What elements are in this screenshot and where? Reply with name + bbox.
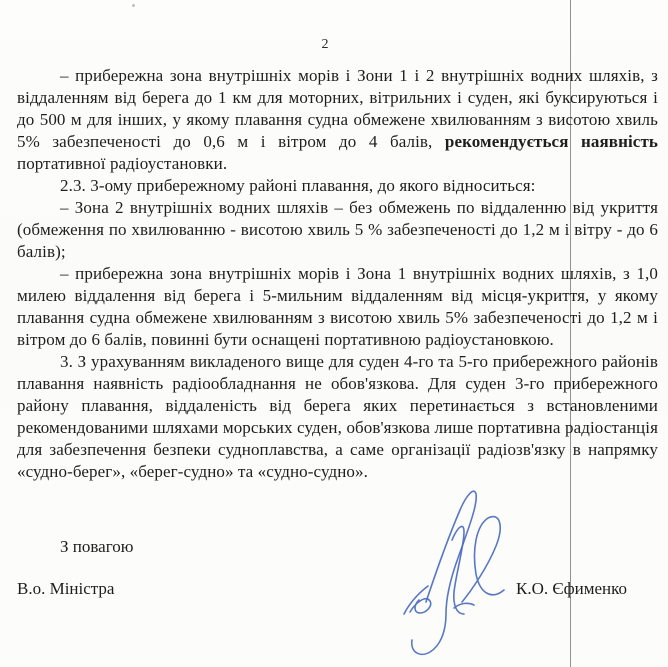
bold-recommendation-text: рекомендується наявність [444, 132, 658, 151]
signer-title: В.о. Міністра [17, 579, 115, 598]
paragraph-conclusion: 3. З урахуванням викладеного вище для суден 4-го та 5-го прибережного районів плавання наявність радіообладнання не обов'язкова. Для суден 3-го прибережного району плавання, віддаленість від берега яких перетинається з встановленими рекомендованими шляхами морських суден, обов'язкова лише портативна радіостанція для забезпечення безпеки судноплавства, а саме організації радіозв'язку в напрямку «судно-берег», «берег-судно» та «судно-судно». [17, 352, 658, 481]
paragraph-text: – прибережна зона внутрішніх морів і Зони 1 і 2 внутрішніх водних шляхів, з віддаленням від берега до 1 км для моторних, вітрильних і суден, які буксируються і до 500 м для інших, у якому плавання судна обмежене хвилюванням з висотою хвиль 5% забезпеченості до 0,6 м і вітром до 4 балів, [17, 66, 658, 151]
paragraph-text: портативної радіоустановки. [17, 154, 228, 173]
closing-salutation: З повагою [60, 537, 134, 556]
signer-name: К.О. Єфименко [516, 579, 627, 598]
scan-speck-artifact [132, 4, 135, 7]
paragraph-zone-2-waterways: – Зона 2 внутрішніх водних шляхів – без обмежень по віддаленню від укриття (обмеження по хвилюванню - висотою хвиль 5 % забезпеченості до 1,2 м і вітру - до 6 балів); [17, 198, 658, 261]
page-number: 2 [321, 37, 329, 52]
document-body [17, 65, 658, 483]
paragraph-zone-1-waterways: – прибережна зона внутрішніх морів і Зона 1 внутрішніх водних шляхів, з 1,0 милею віддалення від берега і 5-мильним віддаленням від місця-укриття, у якому плавання судна обмежене хвилюванням з висотою хвиль 5% забезпеченості до 1,2 м і вітром до 6 балів, повинні бути оснащені портативною радіоустановкою. [17, 264, 658, 349]
signature-row [17, 579, 627, 599]
paragraph-2-3-heading: 2.3. 3-ому прибережному районі плавання, до якого відноситься: [60, 176, 536, 195]
paragraph-coastal-zone-4th-area [17, 65, 658, 175]
handwritten-signature-icon [396, 482, 514, 662]
